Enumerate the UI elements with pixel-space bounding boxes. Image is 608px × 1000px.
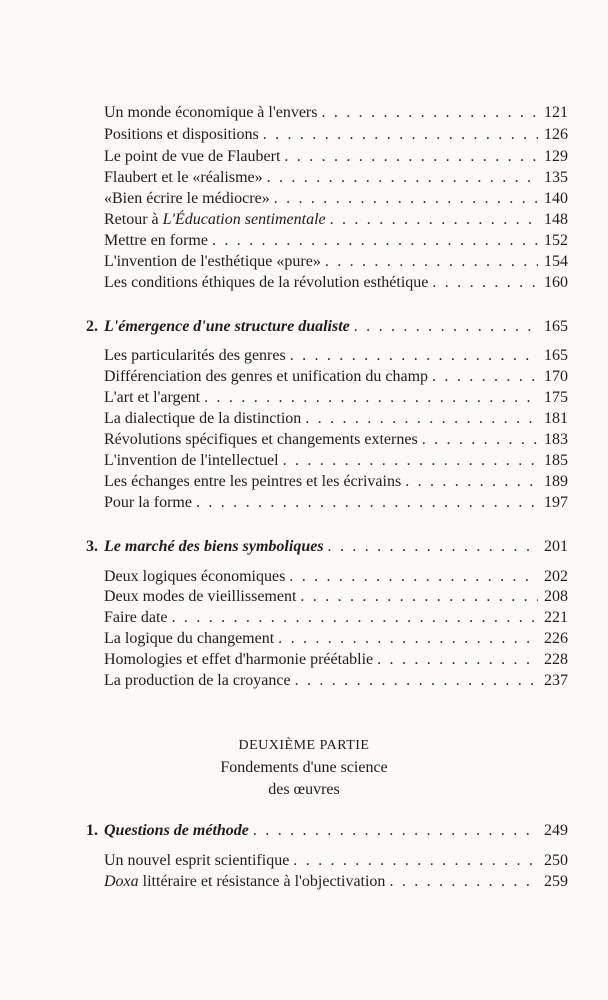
toc-page-number: 202 bbox=[544, 568, 568, 585]
toc-page-number: 201 bbox=[544, 538, 568, 555]
toc-page-number: 152 bbox=[544, 232, 568, 249]
leader-dots bbox=[204, 387, 538, 409]
leader-dots bbox=[274, 188, 538, 210]
toc-entry-title: Révolutions spécifiques et changements externes bbox=[104, 431, 418, 448]
toc-entry-title-prefix: Retour à bbox=[104, 211, 163, 228]
toc-entry-title: Un nouvel esprit scientifique bbox=[104, 852, 290, 869]
toc-page-number: 208 bbox=[544, 588, 568, 605]
part-title-line-2: des œuvres bbox=[268, 781, 340, 798]
toc-entry bbox=[104, 450, 568, 472]
toc-page-number: 175 bbox=[544, 389, 568, 406]
toc-chapter-1 bbox=[86, 820, 568, 842]
toc-entry bbox=[104, 146, 568, 168]
toc-page-number: 165 bbox=[544, 318, 568, 335]
toc-entry bbox=[104, 188, 568, 210]
leader-dots bbox=[196, 492, 538, 514]
toc-entry bbox=[104, 124, 568, 146]
toc-page-number: 189 bbox=[544, 473, 568, 490]
chapter-title: L'émergence d'une structure dualiste bbox=[104, 318, 350, 335]
leader-dots bbox=[305, 408, 538, 430]
toc-entry-title: L'art et l'argent bbox=[104, 389, 201, 406]
toc-page-number: 183 bbox=[544, 431, 568, 448]
toc-chapter-2 bbox=[86, 316, 568, 338]
toc-entry-title: L'invention de l'intellectuel bbox=[104, 452, 279, 469]
toc-entry-title: Les conditions éthiques de la révolution esthétique bbox=[104, 274, 429, 291]
toc-entry-title: L'invention de l'esthétique «pure» bbox=[104, 253, 321, 270]
toc-page-number: 165 bbox=[544, 347, 568, 364]
toc-entry-title: Les échanges entre les peintres et les écrivains bbox=[104, 473, 402, 490]
toc-entry bbox=[104, 850, 568, 872]
toc-entry-title: Différenciation des genres et unification du champ bbox=[104, 368, 429, 385]
leader-dots bbox=[321, 102, 538, 124]
toc-entry bbox=[104, 345, 568, 367]
leader-dots bbox=[389, 871, 538, 893]
toc-entry-title: Positions et dispositions bbox=[104, 126, 259, 143]
leader-dots bbox=[172, 607, 538, 629]
toc-entry-title: Mettre en forme bbox=[104, 232, 208, 249]
toc-page-number: 154 bbox=[544, 253, 568, 270]
leader-dots bbox=[253, 820, 538, 842]
toc-entry bbox=[104, 408, 568, 430]
leader-dots bbox=[377, 649, 538, 671]
leader-dots bbox=[328, 536, 538, 558]
toc-entry-title-suffix: littéraire et résistance à l'objectivation bbox=[138, 873, 386, 890]
toc-entry bbox=[104, 387, 568, 409]
toc-entry bbox=[104, 586, 568, 608]
toc-entry-title: Un monde économique à l'envers bbox=[104, 104, 318, 121]
toc-page-number: 237 bbox=[544, 672, 568, 689]
toc-entry-title: La dialectique de la distinction bbox=[104, 410, 302, 427]
toc-entry-title-italic: L'Éducation sentimentale bbox=[162, 211, 326, 228]
toc-entry bbox=[104, 566, 568, 588]
toc-entry bbox=[104, 272, 568, 294]
toc-entry bbox=[104, 209, 568, 231]
toc-page-number: 181 bbox=[544, 410, 568, 427]
toc-entry bbox=[104, 366, 568, 388]
chapter-number: 3. bbox=[86, 538, 98, 555]
toc-entry-title: Pour la forme bbox=[104, 494, 192, 511]
toc-entry bbox=[104, 429, 568, 451]
leader-dots bbox=[278, 628, 538, 650]
toc-entry bbox=[104, 230, 568, 252]
toc-entry-title: Faire date bbox=[104, 609, 168, 626]
part-title-line-1: Fondements d'une science bbox=[220, 759, 388, 776]
leader-dots bbox=[293, 850, 538, 872]
chapter-title: Le marché des biens symboliques bbox=[104, 538, 324, 555]
toc-entry-title-italic: Doxa bbox=[104, 873, 139, 890]
toc-entry-title: Le point de vue de Flaubert bbox=[104, 148, 281, 165]
toc-entry bbox=[104, 251, 568, 273]
toc-page-number: 249 bbox=[544, 822, 568, 839]
toc-entry-title: La production de la croyance bbox=[104, 672, 291, 689]
toc-entry-title: Les particularités des genres bbox=[104, 347, 286, 364]
toc-page-number: 197 bbox=[544, 494, 568, 511]
leader-dots bbox=[295, 670, 538, 692]
toc-entry-title: La logique du changement bbox=[104, 630, 275, 647]
toc-page-number: 148 bbox=[544, 211, 568, 228]
leader-dots bbox=[284, 146, 538, 168]
toc-page-number: 140 bbox=[544, 190, 568, 207]
toc-chapter-heading bbox=[86, 820, 249, 842]
toc-entry-title bbox=[104, 209, 326, 231]
toc-page-number: 221 bbox=[544, 609, 568, 626]
leader-dots bbox=[354, 316, 538, 338]
toc-chapter-heading bbox=[86, 316, 350, 338]
leader-dots bbox=[432, 366, 538, 388]
part-label: DEUXIÈME PARTIE bbox=[238, 738, 370, 753]
toc-chapter-heading bbox=[86, 536, 324, 558]
toc-entry bbox=[104, 670, 568, 692]
leader-dots bbox=[405, 471, 538, 493]
part-heading bbox=[0, 735, 608, 801]
toc-page-number: 126 bbox=[544, 126, 568, 143]
toc-chapter-3 bbox=[86, 536, 568, 558]
toc-entry bbox=[104, 471, 568, 493]
leader-dots bbox=[300, 586, 538, 608]
toc-page-number: 226 bbox=[544, 630, 568, 647]
toc-page-number: 129 bbox=[544, 148, 568, 165]
toc-entry-title: Homologies et effet d'harmonie préétablie bbox=[104, 651, 374, 668]
leader-dots bbox=[289, 566, 538, 588]
chapter-number: 2. bbox=[86, 318, 98, 335]
toc-entry bbox=[104, 607, 568, 629]
leader-dots bbox=[330, 209, 538, 231]
toc-entry bbox=[104, 167, 568, 189]
leader-dots bbox=[283, 450, 538, 472]
toc-entry bbox=[104, 492, 568, 514]
leader-dots bbox=[432, 272, 538, 294]
toc-entry-title: «Bien écrire le médiocre» bbox=[104, 190, 270, 207]
leader-dots bbox=[325, 251, 538, 273]
toc-page-number: 250 bbox=[544, 852, 568, 869]
leader-dots bbox=[263, 124, 538, 146]
toc-entry bbox=[104, 628, 568, 650]
toc-page-number: 160 bbox=[544, 274, 568, 291]
leader-dots bbox=[267, 167, 538, 189]
chapter-number: 1. bbox=[86, 822, 98, 839]
toc-page-number: 135 bbox=[544, 169, 568, 186]
toc-entry bbox=[104, 102, 568, 124]
toc-page-number: 185 bbox=[544, 452, 568, 469]
toc-entry-title: Flaubert et le «réalisme» bbox=[104, 169, 263, 186]
chapter-title: Questions de méthode bbox=[104, 822, 249, 839]
toc-entry-title bbox=[104, 871, 385, 893]
toc-entry-title: Deux logiques économiques bbox=[104, 568, 286, 585]
toc-page-number: 170 bbox=[544, 368, 568, 385]
toc-page-number: 228 bbox=[544, 651, 568, 668]
toc-entry-title: Deux modes de vieillissement bbox=[104, 588, 297, 605]
toc-entry bbox=[104, 871, 568, 893]
leader-dots bbox=[212, 230, 538, 252]
toc-page-number: 259 bbox=[544, 873, 568, 890]
leader-dots bbox=[422, 429, 538, 451]
toc-entry bbox=[104, 649, 568, 671]
toc-page-number: 121 bbox=[544, 104, 568, 121]
leader-dots bbox=[290, 345, 538, 367]
